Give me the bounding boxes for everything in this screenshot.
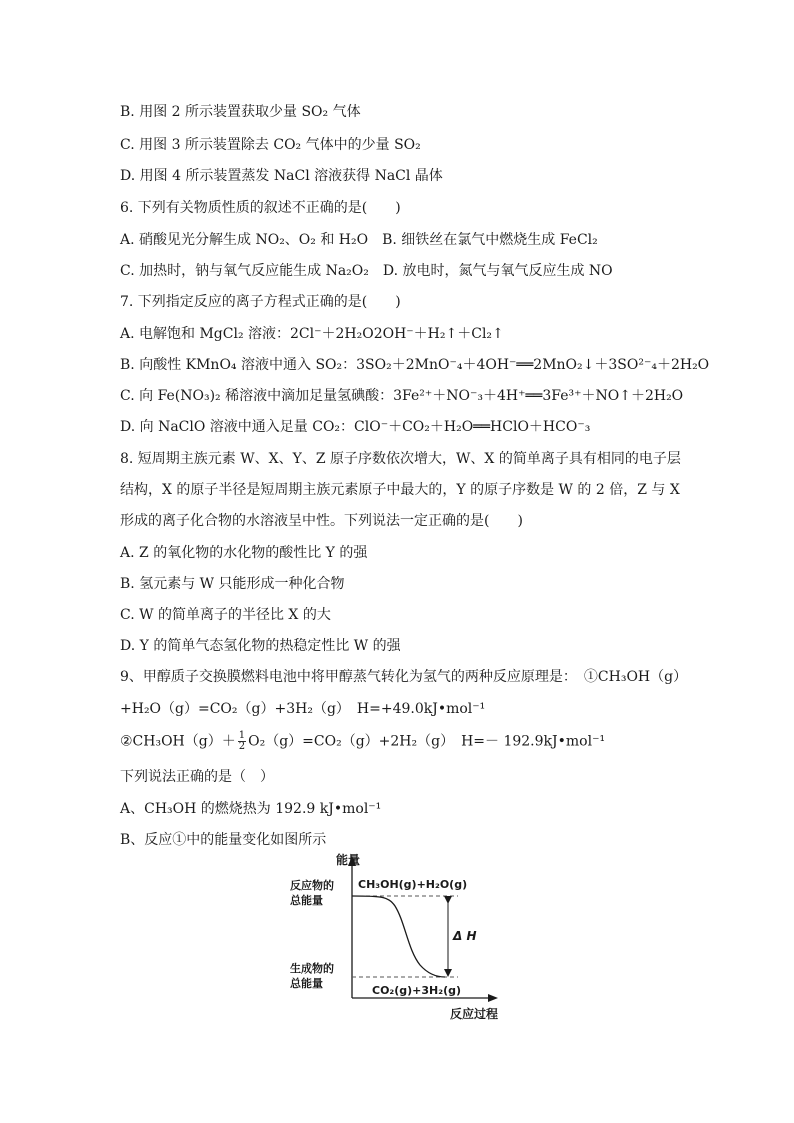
eq2-suffix: O₂（g）=CO₂（g）+2H₂（g） H=－ 192.9kJ•mol⁻¹ — [248, 733, 606, 750]
eq2-prefix: ②CH₃OH（g）＋ — [120, 733, 236, 750]
q9-stem: 下列说法正确的是（ ） — [120, 769, 274, 785]
q6-options-cd: C. 加热时，钠与氧气反应能生成 Na₂O₂ D. 放电时，氮气与氧气反应生成 NO — [120, 263, 613, 279]
reactant-formula: CH₃OH(g)+H₂O(g) — [358, 878, 468, 891]
q7-option-c: C. 向 Fe(NO₃)₂ 稀溶液中滴加足量氢碘酸：3Fe²⁺＋NO⁻₃＋4H⁺══3Fe³⁺＋NO↑＋2H₂O — [120, 388, 684, 404]
q7-option-d: D. 向 NaClO 溶液中通入足量 CO₂：ClO⁻＋CO₂＋H₂O══HClO＋HCO⁻₃ — [120, 419, 591, 435]
q7-option-b: B. 向酸性 KMnO₄ 溶液中通入 SO₂：3SO₂＋2MnO⁻₄＋4OH⁻══2MnO₂↓＋3SO²⁻₄＋2H₂O — [120, 357, 710, 373]
half-fraction — [238, 731, 246, 752]
x-axis-label: 反应过程 — [450, 1007, 499, 1021]
question-9-eq1: +H₂O（g）=CO₂（g）+3H₂（g） H=+49.0kJ•mol⁻¹ — [120, 701, 486, 717]
q8-option-d: D. Y 的简单气态氢化物的热稳定性比 W 的强 — [120, 638, 401, 654]
energy-curve — [352, 896, 445, 977]
option-c-fig3: C. 用图 3 所示装置除去 CO₂ 气体中的少量 SO₂ — [120, 137, 421, 153]
question-7: 7. 下列指定反应的离子方程式正确的是( ) — [120, 294, 401, 310]
reactant-energy-label-2: 总能量 — [290, 894, 323, 907]
product-energy-label-2: 总能量 — [290, 977, 323, 990]
q6-options-ab: A. 硝酸见光分解生成 NO₂、O₂ 和 H₂O B. 细铁丝在氯气中燃烧生成 FeCl₂ — [120, 232, 598, 248]
q9-option-b: B、反应①中的能量变化如图所示 — [120, 832, 327, 848]
question-8-line3: 形成的离子化合物的水溶液呈中性。下列说法一定正确的是( ) — [120, 513, 523, 529]
q7-option-a: A. 电解饱和 MgCl₂ 溶液：2Cl⁻＋2H₂O2OH⁻＋H₂↑＋Cl₂↑ — [120, 326, 504, 342]
question-9-eq2 — [120, 731, 605, 752]
q8-option-b: B. 氢元素与 W 只能形成一种化合物 — [120, 576, 345, 592]
product-energy-label-1: 生成物的 — [290, 962, 334, 975]
option-d-fig4: D. 用图 4 所示装置蒸发 NaCl 溶液获得 NaCl 晶体 — [120, 168, 443, 184]
fraction-denominator: 2 — [238, 741, 246, 752]
q8-option-c: C. W 的简单离子的半径比 X 的大 — [120, 607, 331, 623]
question-8-line2: 结构，X 的原子半径是短周期主族元素原子中最大的，Y 的原子序数是 W 的 2 倍，Z 与 X — [120, 482, 680, 498]
question-6: 6. 下列有关物质性质的叙述不正确的是( ) — [120, 200, 401, 216]
reactant-energy-label-1: 反应物的 — [290, 879, 334, 892]
option-b-fig2: B. 用图 2 所示装置获取少量 SO₂ 气体 — [120, 104, 361, 120]
y-axis-label: 能量 — [336, 853, 361, 867]
x-axis-arrow — [488, 994, 498, 1002]
product-formula: CO₂(g)+3H₂(g) — [372, 984, 461, 997]
q9-option-a: A、CH₃OH 的燃烧热为 192.9 kJ•mol⁻¹ — [120, 801, 382, 817]
fraction-numerator: 1 — [238, 730, 246, 741]
energy-diagram — [280, 850, 520, 1025]
delta-h-label: Δ H — [453, 929, 477, 943]
question-9-line1: 9、甲醇质子交换膜燃料电池中将甲醇蒸气转化为氢气的两种反应原理是： ①CH₃OH（g） — [120, 669, 688, 685]
q8-option-a: A. Z 的氧化物的水化物的酸性比 Y 的强 — [120, 545, 368, 561]
question-8-line1: 8. 短周期主族元素 W、X、Y、Z 原子序数依次增大，W、X 的简单离子具有相同的电子层 — [120, 451, 681, 467]
